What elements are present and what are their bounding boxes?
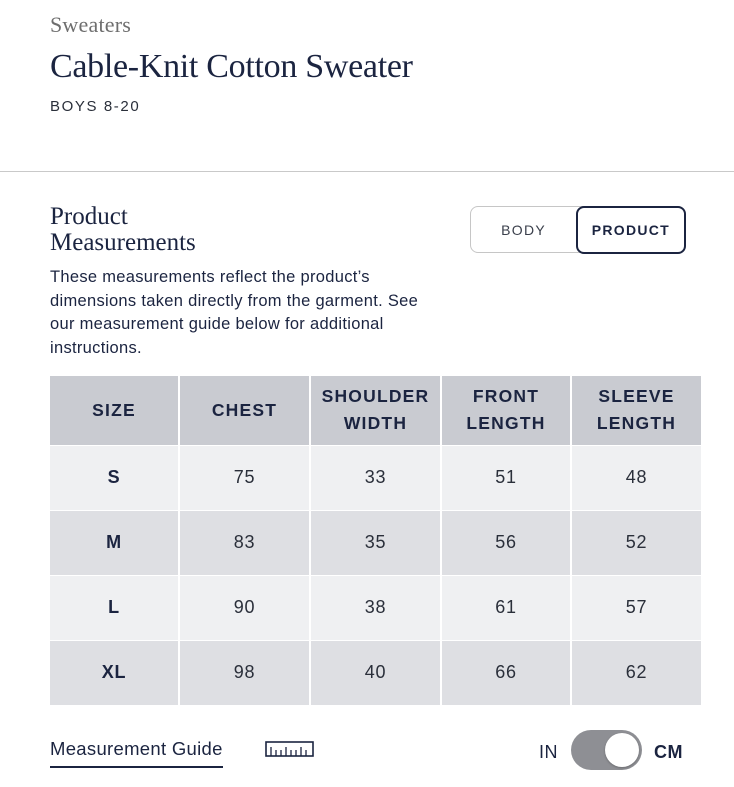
size-cell: XL bbox=[50, 640, 179, 705]
section-title-line1: Product bbox=[50, 203, 128, 230]
front-length-cell: 51 bbox=[441, 445, 571, 510]
ruler-icon[interactable] bbox=[265, 741, 314, 757]
front-length-cell: 61 bbox=[441, 575, 571, 640]
category-label: Sweaters bbox=[50, 12, 132, 37]
body-product-toggle bbox=[470, 206, 685, 253]
header-chest bbox=[179, 376, 310, 445]
header-sleeve-label-2: LENGTH bbox=[596, 413, 677, 434]
header-front-label-1: FRONT bbox=[472, 386, 540, 407]
product-toggle-button[interactable]: PRODUCT bbox=[576, 206, 685, 254]
header-shoulder-width bbox=[310, 376, 441, 445]
size-cell: S bbox=[50, 445, 179, 510]
front-length-cell: 56 bbox=[441, 510, 571, 575]
header-sleeve-length bbox=[571, 376, 701, 445]
measurement-guide-link[interactable]: Measurement Guide bbox=[50, 738, 223, 768]
header-shoulder-label-1: SHOULDER bbox=[321, 386, 430, 407]
measurements-description: These measurements reflect the product’s dimensions taken directly from the garment. See our measurement guide below for additional instructions. bbox=[50, 268, 419, 357]
shoulder-width-cell: 35 bbox=[310, 510, 441, 575]
shoulder-width-cell: 40 bbox=[310, 640, 441, 705]
table-header-row bbox=[50, 376, 701, 445]
divider bbox=[0, 171, 734, 172]
front-length-cell: 66 bbox=[441, 640, 571, 705]
body-toggle-button[interactable]: BODY bbox=[501, 221, 547, 238]
header-size bbox=[50, 376, 179, 445]
header-front-label-2: LENGTH bbox=[466, 413, 546, 434]
product-title: Cable-Knit Cotton Sweater bbox=[50, 48, 413, 85]
size-cell: L bbox=[50, 575, 179, 640]
sleeve-length-cell: 48 bbox=[571, 445, 701, 510]
header-chest-label: CHEST bbox=[211, 399, 278, 420]
shoulder-width-cell: 33 bbox=[310, 445, 441, 510]
unit-cm-label: CM bbox=[654, 742, 683, 762]
table-row bbox=[50, 640, 701, 705]
section-title-line2: Measurements bbox=[50, 229, 196, 256]
table-row bbox=[50, 575, 701, 640]
size-range-label: BOYS 8-20 bbox=[50, 98, 141, 115]
sleeve-length-cell: 52 bbox=[571, 510, 701, 575]
header-size-label: SIZE bbox=[92, 399, 136, 420]
section-title bbox=[50, 204, 280, 256]
header-front-length bbox=[441, 376, 571, 445]
unit-toggle-knob bbox=[605, 733, 639, 767]
unit-in-label: IN bbox=[539, 742, 558, 762]
shoulder-width-cell: 38 bbox=[310, 575, 441, 640]
table-row bbox=[50, 445, 701, 510]
sleeve-length-cell: 57 bbox=[571, 575, 701, 640]
header-shoulder-label-2: WIDTH bbox=[343, 413, 408, 434]
size-cell: M bbox=[50, 510, 179, 575]
sleeve-length-cell: 62 bbox=[571, 640, 701, 705]
measurements-table bbox=[50, 376, 701, 705]
header-sleeve-label-1: SLEEVE bbox=[598, 386, 675, 407]
chest-cell: 75 bbox=[179, 445, 310, 510]
chest-cell: 98 bbox=[179, 640, 310, 705]
table-row bbox=[50, 510, 701, 575]
chest-cell: 90 bbox=[179, 575, 310, 640]
unit-toggle-switch[interactable] bbox=[571, 730, 642, 770]
chest-cell: 83 bbox=[179, 510, 310, 575]
